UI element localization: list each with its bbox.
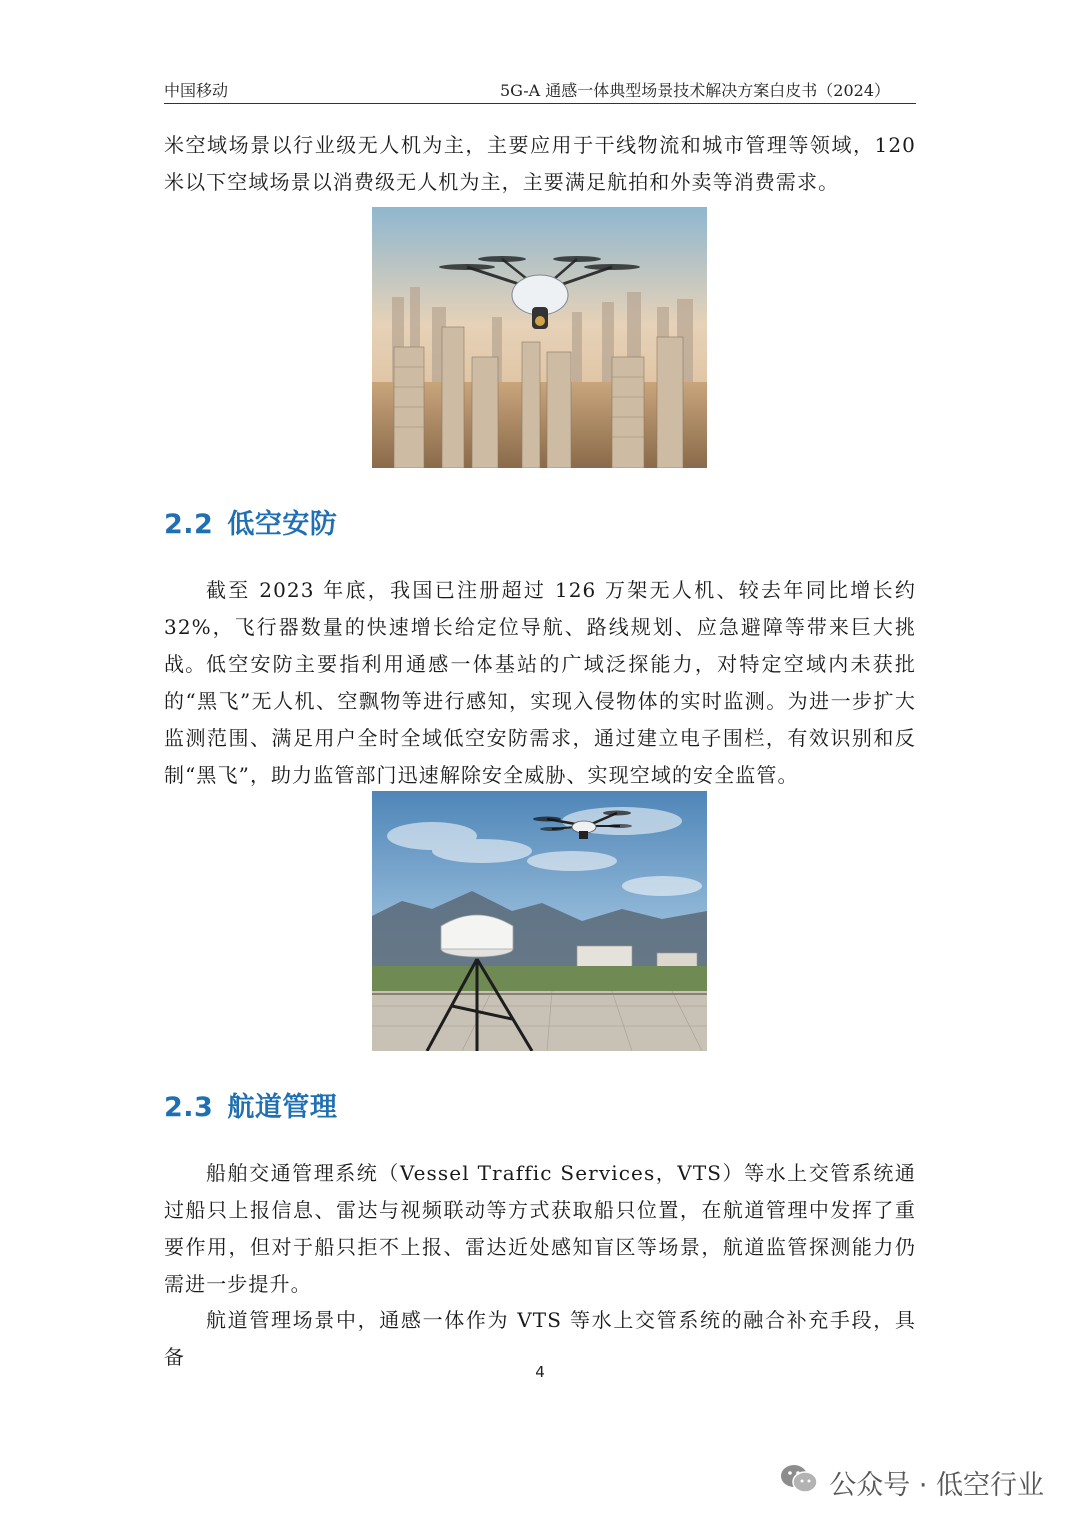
drone-over-city-image xyxy=(372,207,707,468)
header-doc-title: 5G-A 通感一体典型场景技术解决方案白皮书（2024） xyxy=(499,81,890,100)
watermark xyxy=(779,1462,1044,1503)
section-title: 航道管理 xyxy=(227,1092,338,1123)
section-title: 低空安防 xyxy=(227,509,338,540)
section-number: 2.2 xyxy=(164,509,214,540)
page-number: 4 xyxy=(535,1363,545,1381)
intro-paragraph: 米空域场景以行业级无人机为主，主要应用于干线物流和城市管理等领域，120米以下空域场景以消费级无人机为主，主要满足航拍和外卖等消费需求。 xyxy=(164,133,916,194)
header-divider xyxy=(164,103,916,104)
section-2-2-paragraph-1: 截至 2023 年底，我国已注册超过 126 万架无人机、较去年同比增长约 32%，飞行器数量的快速增长给定位导航、路线规划、应急避障等带来巨大挑战。 xyxy=(164,578,916,676)
section-2-3-paragraph-1: 船舶交通管理系统（Vessel Traffic Services，VTS）等水上交管系统通过船只上报信息、雷达与视频联动等方式获取船只位置，在航道管理中发挥了重要作用，但对于船只拒不上报、雷达近处感知盲区等场景，航道监管探测能力仍需进一步提升。 xyxy=(164,1161,916,1296)
section-2-2-paragraph-2: 低空安防主要指利用通感一体基站的广域泛探能力，对特定空域内未获批的“黑飞”无人机、空飘物等进行感知，实现入侵物体的实时监测。为进一步扩大监测范围、满足用户全时全域低空安防需求，通过建立电子围栏，有效识别和反制“黑飞”，助力监管部门迅速解除安全威胁、实现空域的安全监管。 xyxy=(164,652,916,787)
section-2-2-heading xyxy=(164,502,337,541)
header-org: 中国移动 xyxy=(164,81,229,100)
section-number: 2.3 xyxy=(164,1092,214,1123)
radar-and-drone-image xyxy=(372,791,707,1051)
section-2-3-paragraph-2: 航道管理场景中，通感一体作为 VTS 等水上交管系统的融合补充手段，具备 xyxy=(164,1308,916,1369)
section-2-3-heading xyxy=(164,1085,337,1124)
wechat-icon xyxy=(779,1462,819,1503)
watermark-text: 公众号 · 低空行业 xyxy=(829,1470,1044,1501)
